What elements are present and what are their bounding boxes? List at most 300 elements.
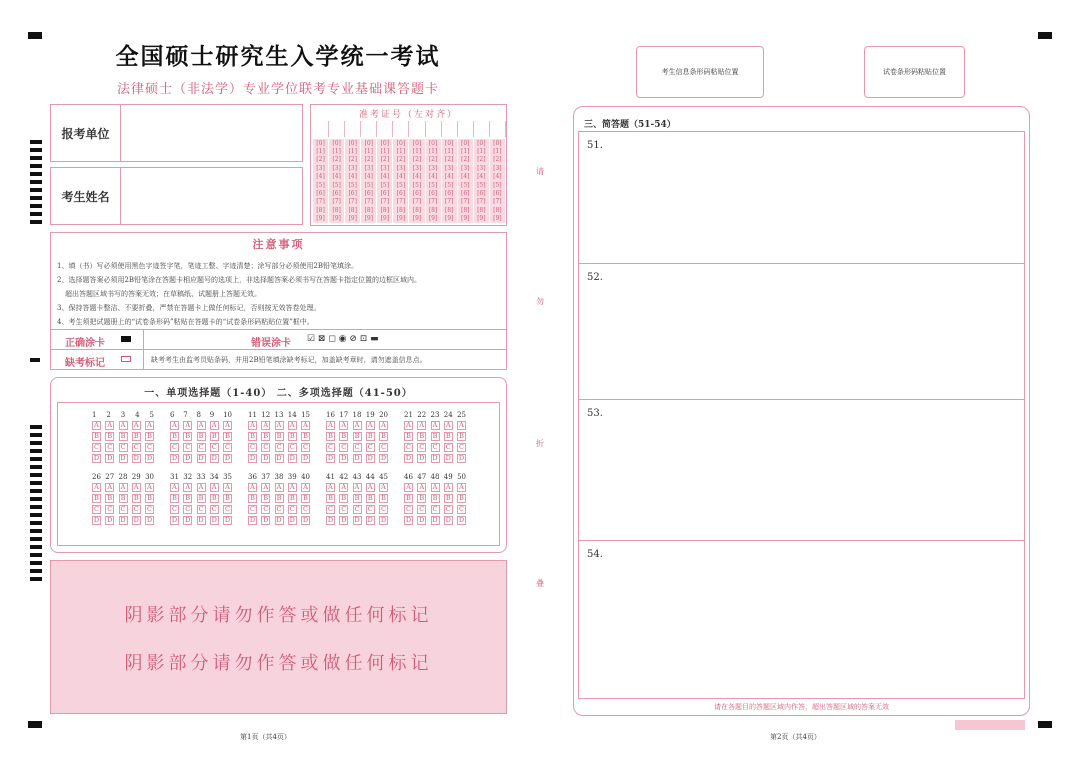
digit-bubble[interactable]: [3] bbox=[444, 164, 454, 172]
digit-bubble[interactable]: [5] bbox=[460, 181, 470, 189]
option-bubble[interactable]: D bbox=[198, 516, 204, 524]
option-bubble[interactable]: C bbox=[210, 505, 219, 514]
option-bubble[interactable]: C bbox=[288, 443, 297, 452]
option-bubble[interactable]: A bbox=[431, 421, 440, 430]
digit-bubble[interactable]: [4] bbox=[364, 173, 374, 181]
option-bubble[interactable]: A bbox=[170, 483, 179, 492]
option-bubble[interactable]: A bbox=[379, 483, 388, 492]
digit-bubble[interactable]: [3] bbox=[364, 164, 374, 172]
digit-bubble[interactable]: [1] bbox=[477, 148, 486, 156]
option-bubble[interactable]: D bbox=[367, 516, 373, 524]
option-bubble[interactable]: B bbox=[275, 432, 284, 441]
option-bubble[interactable]: C bbox=[248, 443, 257, 452]
digit-bubble[interactable]: [0] bbox=[380, 139, 390, 147]
option-bubble[interactable]: A bbox=[301, 483, 310, 492]
digit-bubble[interactable]: [1] bbox=[460, 148, 470, 156]
digit-bubble[interactable]: [5] bbox=[477, 181, 486, 189]
digit-bubble[interactable]: [4] bbox=[444, 173, 454, 181]
option-bubble[interactable]: B bbox=[170, 432, 179, 441]
option-bubble[interactable]: D bbox=[211, 516, 217, 524]
ticket-digit-column[interactable] bbox=[393, 139, 409, 223]
ticket-entry-cell[interactable] bbox=[426, 121, 442, 137]
option-bubble[interactable]: D bbox=[171, 516, 178, 524]
option-bubble[interactable]: D bbox=[458, 516, 465, 524]
digit-bubble[interactable]: [9] bbox=[332, 215, 341, 223]
option-bubble[interactable]: B bbox=[431, 494, 440, 503]
option-bubble[interactable]: A bbox=[132, 483, 141, 492]
option-bubble[interactable]: C bbox=[92, 505, 101, 514]
ticket-entry-cell[interactable] bbox=[409, 121, 425, 137]
digit-bubble[interactable]: [6] bbox=[364, 190, 374, 198]
digit-bubble[interactable]: [3] bbox=[428, 164, 438, 172]
digit-bubble[interactable]: [1] bbox=[380, 148, 390, 156]
option-bubble[interactable]: B bbox=[275, 494, 284, 503]
answer-cell-51[interactable] bbox=[579, 132, 1024, 263]
option-bubble[interactable]: A bbox=[261, 483, 270, 492]
option-bubble[interactable]: D bbox=[380, 516, 387, 524]
option-bubble[interactable]: B bbox=[417, 432, 426, 441]
option-bubble[interactable]: A bbox=[105, 483, 114, 492]
option-bubble[interactable]: C bbox=[105, 443, 114, 452]
digit-bubble[interactable]: [9] bbox=[316, 215, 325, 223]
digit-bubble[interactable]: [7] bbox=[444, 198, 454, 206]
digit-bubble[interactable]: [6] bbox=[460, 190, 470, 198]
name-field[interactable] bbox=[50, 167, 303, 225]
ticket-entry-cell[interactable] bbox=[474, 121, 490, 137]
option-bubble[interactable]: C bbox=[417, 505, 426, 514]
option-bubble[interactable]: C bbox=[353, 505, 362, 514]
digit-bubble[interactable]: [2] bbox=[396, 156, 406, 164]
option-bubble[interactable]: B bbox=[431, 432, 440, 441]
digit-bubble[interactable]: [0] bbox=[460, 139, 470, 147]
option-bubble[interactable]: C bbox=[119, 443, 128, 452]
digit-bubble[interactable]: [5] bbox=[332, 181, 341, 189]
digit-bubble[interactable]: [5] bbox=[348, 181, 357, 189]
digit-bubble[interactable]: [7] bbox=[364, 198, 374, 206]
option-bubble[interactable]: A bbox=[223, 483, 232, 492]
answer-cell-52[interactable] bbox=[579, 263, 1024, 399]
option-bubble[interactable]: D bbox=[211, 454, 217, 462]
digit-bubble[interactable]: [5] bbox=[380, 181, 390, 189]
digit-bubble[interactable]: [3] bbox=[412, 164, 422, 172]
option-bubble[interactable]: C bbox=[223, 443, 232, 452]
digit-bubble[interactable]: [3] bbox=[348, 164, 357, 172]
option-bubble[interactable]: D bbox=[354, 516, 360, 524]
option-bubble[interactable]: D bbox=[146, 454, 153, 462]
option-bubble[interactable]: D bbox=[249, 516, 256, 524]
option-bubble[interactable]: B bbox=[210, 432, 219, 441]
option-bubble[interactable]: B bbox=[288, 432, 297, 441]
digit-bubble[interactable]: [4] bbox=[396, 173, 406, 181]
option-bubble[interactable]: A bbox=[170, 421, 179, 430]
digit-bubble[interactable]: [2] bbox=[412, 156, 422, 164]
option-bubble[interactable]: A bbox=[210, 421, 219, 430]
option-bubble[interactable]: D bbox=[302, 516, 309, 524]
option-bubble[interactable]: C bbox=[326, 505, 335, 514]
option-bubble[interactable]: C bbox=[301, 505, 310, 514]
digit-bubble[interactable]: [1] bbox=[412, 148, 422, 156]
option-bubble[interactable]: A bbox=[404, 421, 413, 430]
option-bubble[interactable]: D bbox=[341, 516, 347, 524]
digit-bubble[interactable]: [4] bbox=[380, 173, 390, 181]
digit-bubble[interactable]: [7] bbox=[380, 198, 390, 206]
digit-bubble[interactable]: [9] bbox=[444, 215, 454, 223]
option-bubble[interactable]: D bbox=[146, 516, 153, 524]
digit-bubble[interactable]: [0] bbox=[348, 139, 357, 147]
option-bubble[interactable]: A bbox=[261, 421, 270, 430]
option-bubble[interactable]: A bbox=[248, 421, 257, 430]
option-bubble[interactable]: C bbox=[248, 505, 257, 514]
option-bubble[interactable]: D bbox=[198, 454, 204, 462]
option-bubble[interactable]: B bbox=[197, 494, 206, 503]
digit-bubble[interactable]: [7] bbox=[428, 198, 438, 206]
option-bubble[interactable]: C bbox=[170, 443, 179, 452]
option-bubble[interactable]: D bbox=[107, 516, 113, 524]
option-bubble[interactable]: D bbox=[327, 454, 334, 462]
option-bubble[interactable]: D bbox=[107, 454, 113, 462]
digit-bubble[interactable]: [1] bbox=[332, 148, 341, 156]
option-bubble[interactable]: B bbox=[261, 494, 270, 503]
ticket-digit-column[interactable] bbox=[442, 139, 458, 223]
option-bubble[interactable]: C bbox=[183, 505, 192, 514]
option-bubble[interactable]: C bbox=[339, 443, 348, 452]
option-bubble[interactable]: D bbox=[458, 454, 465, 462]
digit-bubble[interactable]: [5] bbox=[428, 181, 438, 189]
digit-bubble[interactable]: [3] bbox=[316, 164, 325, 172]
digit-bubble[interactable]: [2] bbox=[364, 156, 374, 164]
digit-bubble[interactable]: [2] bbox=[493, 156, 502, 164]
option-bubble[interactable]: C bbox=[444, 443, 453, 452]
option-bubble[interactable]: B bbox=[417, 494, 426, 503]
digit-bubble[interactable]: [9] bbox=[428, 215, 438, 223]
option-bubble[interactable]: A bbox=[92, 483, 101, 492]
digit-bubble[interactable]: [1] bbox=[444, 148, 454, 156]
option-bubble[interactable]: C bbox=[261, 443, 270, 452]
digit-bubble[interactable]: [8] bbox=[412, 206, 422, 214]
option-bubble[interactable]: C bbox=[197, 505, 206, 514]
option-bubble[interactable]: D bbox=[93, 454, 100, 462]
option-bubble[interactable]: D bbox=[263, 516, 269, 524]
ticket-digit-column[interactable] bbox=[458, 139, 474, 223]
option-bubble[interactable]: D bbox=[263, 454, 269, 462]
option-bubble[interactable]: D bbox=[419, 454, 425, 462]
ticket-entry-cell[interactable] bbox=[329, 121, 345, 137]
digit-bubble[interactable]: [4] bbox=[332, 173, 341, 181]
digit-bubble[interactable]: [0] bbox=[444, 139, 454, 147]
digit-bubble[interactable]: [3] bbox=[477, 164, 486, 172]
option-bubble[interactable]: A bbox=[288, 483, 297, 492]
digit-bubble[interactable]: [3] bbox=[332, 164, 341, 172]
ticket-digit-column[interactable] bbox=[409, 139, 425, 223]
option-bubble[interactable]: C bbox=[170, 505, 179, 514]
digit-bubble[interactable]: [6] bbox=[493, 190, 502, 198]
digit-bubble[interactable]: [4] bbox=[460, 173, 470, 181]
digit-bubble[interactable]: [6] bbox=[477, 190, 486, 198]
digit-bubble[interactable]: [1] bbox=[428, 148, 438, 156]
option-bubble[interactable]: D bbox=[432, 454, 438, 462]
digit-bubble[interactable]: [9] bbox=[460, 215, 470, 223]
digit-bubble[interactable]: [7] bbox=[316, 198, 325, 206]
option-bubble[interactable]: A bbox=[119, 483, 128, 492]
option-bubble[interactable]: B bbox=[457, 494, 466, 503]
option-bubble[interactable]: A bbox=[353, 421, 362, 430]
option-bubble[interactable]: A bbox=[326, 421, 335, 430]
option-bubble[interactable]: A bbox=[417, 421, 426, 430]
option-bubble[interactable]: B bbox=[145, 494, 154, 503]
option-bubble[interactable]: A bbox=[431, 483, 440, 492]
digit-bubble[interactable]: [3] bbox=[460, 164, 470, 172]
choice-grid[interactable] bbox=[57, 402, 500, 546]
ticket-entry-cell[interactable] bbox=[361, 121, 377, 137]
option-bubble[interactable]: B bbox=[248, 494, 257, 503]
option-bubble[interactable]: B bbox=[132, 494, 141, 503]
option-bubble[interactable]: D bbox=[445, 516, 451, 524]
option-bubble[interactable]: B bbox=[105, 494, 114, 503]
option-bubble[interactable]: B bbox=[223, 432, 232, 441]
digit-bubble[interactable]: [3] bbox=[380, 164, 390, 172]
option-bubble[interactable]: B bbox=[183, 432, 192, 441]
option-bubble[interactable]: B bbox=[339, 494, 348, 503]
option-bubble[interactable]: C bbox=[197, 443, 206, 452]
option-bubble[interactable]: C bbox=[366, 443, 375, 452]
option-bubble[interactable]: B bbox=[353, 494, 362, 503]
option-bubble[interactable]: B bbox=[326, 432, 335, 441]
option-bubble[interactable]: D bbox=[171, 454, 178, 462]
option-bubble[interactable]: C bbox=[326, 443, 335, 452]
option-bubble[interactable]: D bbox=[380, 454, 387, 462]
digit-bubble[interactable]: [8] bbox=[460, 206, 470, 214]
option-bubble[interactable]: A bbox=[339, 421, 348, 430]
option-bubble[interactable]: B bbox=[404, 494, 413, 503]
digit-bubble[interactable]: [4] bbox=[412, 173, 422, 181]
option-bubble[interactable]: B bbox=[197, 432, 206, 441]
option-bubble[interactable]: C bbox=[275, 443, 284, 452]
option-bubble[interactable]: A bbox=[223, 421, 232, 430]
option-bubble[interactable]: C bbox=[379, 505, 388, 514]
digit-bubble[interactable]: [5] bbox=[444, 181, 454, 189]
digit-bubble[interactable]: [4] bbox=[348, 173, 357, 181]
digit-bubble[interactable]: [4] bbox=[428, 173, 438, 181]
ticket-entry-cell[interactable] bbox=[458, 121, 474, 137]
absent-checkbox[interactable] bbox=[121, 356, 131, 362]
option-bubble[interactable]: D bbox=[432, 516, 438, 524]
option-bubble[interactable]: A bbox=[379, 421, 388, 430]
option-bubble[interactable]: B bbox=[366, 432, 375, 441]
option-bubble[interactable]: C bbox=[431, 505, 440, 514]
digit-bubble[interactable]: [2] bbox=[477, 156, 486, 164]
option-bubble[interactable]: A bbox=[366, 421, 375, 430]
digit-bubble[interactable]: [7] bbox=[493, 198, 502, 206]
option-bubble[interactable]: C bbox=[223, 505, 232, 514]
ticket-digit-column[interactable] bbox=[490, 139, 506, 223]
digit-bubble[interactable]: [6] bbox=[380, 190, 390, 198]
digit-bubble[interactable]: [8] bbox=[316, 206, 325, 214]
digit-bubble[interactable]: [8] bbox=[444, 206, 454, 214]
option-bubble[interactable]: C bbox=[288, 505, 297, 514]
digit-bubble[interactable]: [6] bbox=[332, 190, 341, 198]
option-bubble[interactable]: C bbox=[457, 443, 466, 452]
option-bubble[interactable]: D bbox=[249, 454, 256, 462]
option-bubble[interactable]: C bbox=[301, 443, 310, 452]
option-bubble[interactable]: B bbox=[105, 432, 114, 441]
ticket-entry-cell[interactable] bbox=[490, 121, 506, 137]
digit-bubble[interactable]: [7] bbox=[332, 198, 341, 206]
digit-bubble[interactable]: [4] bbox=[477, 173, 486, 181]
option-bubble[interactable]: B bbox=[248, 432, 257, 441]
digit-bubble[interactable]: [8] bbox=[332, 206, 341, 214]
option-bubble[interactable]: D bbox=[289, 454, 295, 462]
option-bubble[interactable]: C bbox=[353, 443, 362, 452]
option-bubble[interactable]: D bbox=[405, 454, 412, 462]
option-bubble[interactable]: D bbox=[224, 454, 231, 462]
option-bubble[interactable]: B bbox=[444, 494, 453, 503]
option-bubble[interactable]: D bbox=[185, 454, 191, 462]
option-bubble[interactable]: A bbox=[275, 421, 284, 430]
digit-bubble[interactable]: [9] bbox=[396, 215, 406, 223]
option-bubble[interactable]: B bbox=[379, 432, 388, 441]
option-bubble[interactable]: B bbox=[404, 432, 413, 441]
option-bubble[interactable]: D bbox=[354, 454, 360, 462]
digit-bubble[interactable]: [0] bbox=[396, 139, 406, 147]
option-bubble[interactable]: D bbox=[289, 516, 295, 524]
digit-bubble[interactable]: [8] bbox=[364, 206, 374, 214]
option-bubble[interactable]: A bbox=[404, 483, 413, 492]
option-bubble[interactable]: C bbox=[183, 443, 192, 452]
option-bubble[interactable]: A bbox=[105, 421, 114, 430]
option-bubble[interactable]: C bbox=[444, 505, 453, 514]
digit-bubble[interactable]: [7] bbox=[477, 198, 486, 206]
digit-bubble[interactable]: [0] bbox=[332, 139, 341, 147]
option-bubble[interactable]: B bbox=[366, 494, 375, 503]
option-bubble[interactable]: B bbox=[210, 494, 219, 503]
option-bubble[interactable]: A bbox=[92, 421, 101, 430]
option-bubble[interactable]: B bbox=[132, 432, 141, 441]
digit-bubble[interactable]: [6] bbox=[316, 190, 325, 198]
digit-bubble[interactable]: [6] bbox=[348, 190, 357, 198]
option-bubble[interactable]: C bbox=[145, 505, 154, 514]
option-bubble[interactable]: C bbox=[261, 505, 270, 514]
option-bubble[interactable]: C bbox=[457, 505, 466, 514]
option-bubble[interactable]: D bbox=[276, 516, 282, 524]
option-bubble[interactable]: D bbox=[367, 454, 373, 462]
digit-bubble[interactable]: [1] bbox=[396, 148, 406, 156]
option-bubble[interactable]: A bbox=[457, 421, 466, 430]
digit-bubble[interactable]: [8] bbox=[428, 206, 438, 214]
ticket-entry-cell[interactable] bbox=[313, 121, 329, 137]
digit-bubble[interactable]: [6] bbox=[412, 190, 422, 198]
option-bubble[interactable]: C bbox=[404, 505, 413, 514]
option-bubble[interactable]: B bbox=[170, 494, 179, 503]
option-bubble[interactable]: B bbox=[145, 432, 154, 441]
option-bubble[interactable]: B bbox=[457, 432, 466, 441]
option-bubble[interactable]: A bbox=[366, 483, 375, 492]
option-bubble[interactable]: A bbox=[301, 421, 310, 430]
option-bubble[interactable]: C bbox=[132, 443, 141, 452]
digit-bubble[interactable]: [7] bbox=[396, 198, 406, 206]
option-bubble[interactable]: B bbox=[92, 494, 101, 503]
digit-bubble[interactable]: [2] bbox=[316, 156, 325, 164]
ticket-entry-cell[interactable] bbox=[393, 121, 409, 137]
digit-bubble[interactable]: [6] bbox=[396, 190, 406, 198]
digit-bubble[interactable]: [2] bbox=[460, 156, 470, 164]
digit-bubble[interactable]: [5] bbox=[412, 181, 422, 189]
digit-bubble[interactable]: [5] bbox=[396, 181, 406, 189]
option-bubble[interactable]: B bbox=[301, 432, 310, 441]
ticket-digit-column[interactable] bbox=[313, 139, 329, 223]
digit-bubble[interactable]: [0] bbox=[428, 139, 438, 147]
digit-bubble[interactable]: [5] bbox=[493, 181, 502, 189]
option-bubble[interactable]: D bbox=[302, 454, 309, 462]
digit-bubble[interactable]: [8] bbox=[396, 206, 406, 214]
option-bubble[interactable]: B bbox=[339, 432, 348, 441]
ticket-entry-cell[interactable] bbox=[345, 121, 361, 137]
digit-bubble[interactable]: [0] bbox=[364, 139, 374, 147]
option-bubble[interactable]: D bbox=[133, 454, 139, 462]
digit-bubble[interactable]: [9] bbox=[348, 215, 357, 223]
option-bubble[interactable]: C bbox=[132, 505, 141, 514]
digit-bubble[interactable]: [3] bbox=[396, 164, 406, 172]
option-bubble[interactable]: D bbox=[341, 454, 347, 462]
option-bubble[interactable]: D bbox=[185, 516, 191, 524]
digit-bubble[interactable]: [6] bbox=[444, 190, 454, 198]
option-bubble[interactable]: C bbox=[417, 443, 426, 452]
option-bubble[interactable]: B bbox=[301, 494, 310, 503]
option-bubble[interactable]: A bbox=[339, 483, 348, 492]
option-bubble[interactable]: A bbox=[183, 483, 192, 492]
option-bubble[interactable]: A bbox=[353, 483, 362, 492]
ticket-digit-column[interactable] bbox=[345, 139, 361, 223]
digit-bubble[interactable]: [3] bbox=[493, 164, 502, 172]
digit-bubble[interactable]: [1] bbox=[364, 148, 374, 156]
option-bubble[interactable]: B bbox=[223, 494, 232, 503]
digit-bubble[interactable]: [1] bbox=[348, 148, 357, 156]
digit-bubble[interactable]: [8] bbox=[348, 206, 357, 214]
option-bubble[interactable]: D bbox=[419, 516, 425, 524]
digit-bubble[interactable]: [0] bbox=[412, 139, 422, 147]
option-bubble[interactable]: B bbox=[379, 494, 388, 503]
option-bubble[interactable]: C bbox=[105, 505, 114, 514]
option-bubble[interactable]: C bbox=[431, 443, 440, 452]
digit-bubble[interactable]: [2] bbox=[428, 156, 438, 164]
option-bubble[interactable]: B bbox=[353, 432, 362, 441]
option-bubble[interactable]: D bbox=[120, 454, 126, 462]
digit-bubble[interactable]: [7] bbox=[460, 198, 470, 206]
option-bubble[interactable]: D bbox=[445, 454, 451, 462]
option-bubble[interactable]: C bbox=[404, 443, 413, 452]
digit-bubble[interactable]: [9] bbox=[380, 215, 390, 223]
option-bubble[interactable]: A bbox=[275, 483, 284, 492]
answer-area[interactable] bbox=[578, 131, 1025, 699]
option-bubble[interactable]: A bbox=[132, 421, 141, 430]
digit-bubble[interactable]: [5] bbox=[364, 181, 374, 189]
option-bubble[interactable]: A bbox=[197, 421, 206, 430]
option-bubble[interactable]: B bbox=[119, 432, 128, 441]
digit-bubble[interactable]: [2] bbox=[348, 156, 357, 164]
answer-cell-53[interactable] bbox=[579, 399, 1024, 540]
ticket-entry-row[interactable] bbox=[313, 121, 506, 137]
ticket-digit-column[interactable] bbox=[377, 139, 393, 223]
ticket-digit-bubbles[interactable] bbox=[313, 139, 506, 223]
option-bubble[interactable]: A bbox=[248, 483, 257, 492]
digit-bubble[interactable]: [2] bbox=[444, 156, 454, 164]
option-bubble[interactable]: D bbox=[93, 516, 100, 524]
option-bubble[interactable]: A bbox=[444, 483, 453, 492]
option-bubble[interactable]: C bbox=[275, 505, 284, 514]
digit-bubble[interactable]: [2] bbox=[332, 156, 341, 164]
paper-barcode-box[interactable]: 试卷条形码粘贴位置 bbox=[864, 46, 965, 98]
option-bubble[interactable]: B bbox=[92, 432, 101, 441]
option-bubble[interactable]: D bbox=[405, 516, 412, 524]
